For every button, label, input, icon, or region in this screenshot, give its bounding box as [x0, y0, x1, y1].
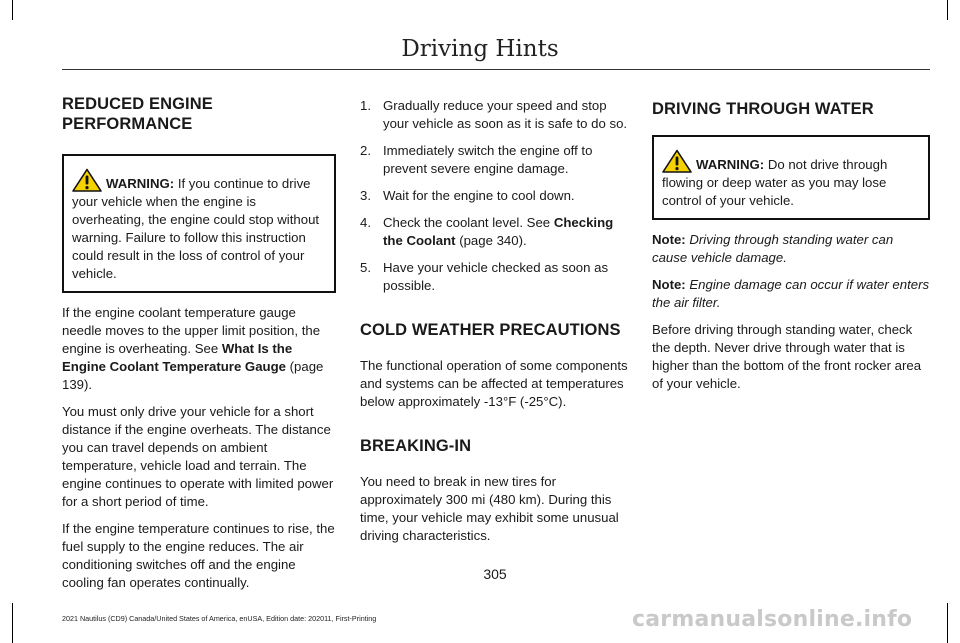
crop-mark — [12, 603, 13, 643]
numbered-steps-list — [360, 97, 632, 295]
note-text: Engine damage can occur if water enters the air filter. — [652, 277, 930, 310]
note — [652, 276, 930, 312]
warning-triangle-icon — [72, 168, 102, 192]
page-number: 305 — [483, 566, 507, 582]
warning-text: Do not drive through flowing or deep water as you may lose control of your vehicle. — [662, 157, 888, 208]
cross-reference-link[interactable]: Checking the Coolant — [383, 215, 614, 248]
list-item: 4. Check the coolant level. See Checking the Coolant (page 340). — [360, 215, 614, 248]
crop-mark — [947, 0, 948, 20]
paragraph-text: If the engine coolant temperature gauge needle moves to the upper limit position, the engine is overheating. See — [62, 305, 321, 356]
cross-reference-link[interactable]: What Is the Engine Coolant Temperature Gauge — [62, 341, 293, 374]
section-heading-cold-weather: COLD WEATHER PRECAUTIONS — [360, 321, 621, 339]
paragraph: You need to break in new tires for approximately 300 mi (480 km). During this time, your vehicle may exhibit some unusual driving characteristics. — [360, 474, 619, 543]
list-item: 5. Have your vehicle checked as soon as possible. — [360, 260, 609, 293]
note — [652, 231, 930, 267]
header-rule — [62, 69, 930, 70]
watermark: carmanualsonline.info — [632, 607, 913, 632]
section-heading-reduced-engine-performance: REDUCED ENGINE PERFORMANCE — [62, 95, 213, 133]
warning-label: WARNING: — [106, 176, 175, 191]
paragraph: The functional operation of some components and systems can be affected at temperatures below approximately -13°F (-25°C). — [360, 358, 628, 409]
page-header-title: Driving Hints — [401, 36, 559, 62]
column-2 — [360, 97, 632, 545]
list-item: 3. Wait for the engine to cool down. — [360, 188, 575, 203]
paragraph: If the engine temperature continues to rise, the fuel supply to the engine reduces. The air conditioning switches off and the engine cooling fan operates continually. — [62, 521, 335, 590]
paragraph: You must only drive your vehicle for a short distance if the engine overheats. The distance you can travel depends on ambient temperature, vehicle load and terrain. The engine continues to operate with limited power for a short period of time. — [62, 404, 334, 509]
page-reference: (page 139). — [62, 359, 324, 392]
crop-mark — [12, 0, 13, 20]
section-heading-breaking-in: BREAKING-IN — [360, 437, 472, 455]
warning-text: If you continue to drive your vehicle when the engine is overheating, the engine could stop without warning. Failure to follow this instruction could result in the loss of control of your vehicle. — [72, 176, 320, 281]
column-1 — [62, 94, 336, 592]
footer-edition-text: 2021 Nautilus (CD9) Canada/United States of America, enUSA, Edition date: 202011, First-Printing — [62, 614, 377, 623]
note-text: Driving through standing water can cause vehicle damage. — [652, 232, 894, 265]
list-item: 2. Immediately switch the engine off to prevent severe engine damage. — [360, 143, 593, 176]
section-heading-driving-through-water: DRIVING THROUGH WATER — [652, 100, 874, 118]
paragraph — [62, 304, 336, 394]
warning-label: WARNING: — [696, 157, 765, 172]
column-3 — [652, 99, 930, 393]
paragraph: Before driving through standing water, check the depth. Never drive through water that is higher than the bottom of the front rocker area of your vehicle. — [652, 322, 922, 391]
warning-triangle-icon — [662, 149, 692, 173]
crop-mark — [947, 603, 948, 643]
note-label: Note: — [652, 232, 686, 247]
note-label: Note: — [652, 277, 686, 292]
list-item: 1. Gradually reduce your speed and stop your vehicle as soon as it is safe to do so. — [360, 98, 628, 131]
warning-box — [62, 154, 336, 293]
warning-box — [652, 135, 930, 220]
